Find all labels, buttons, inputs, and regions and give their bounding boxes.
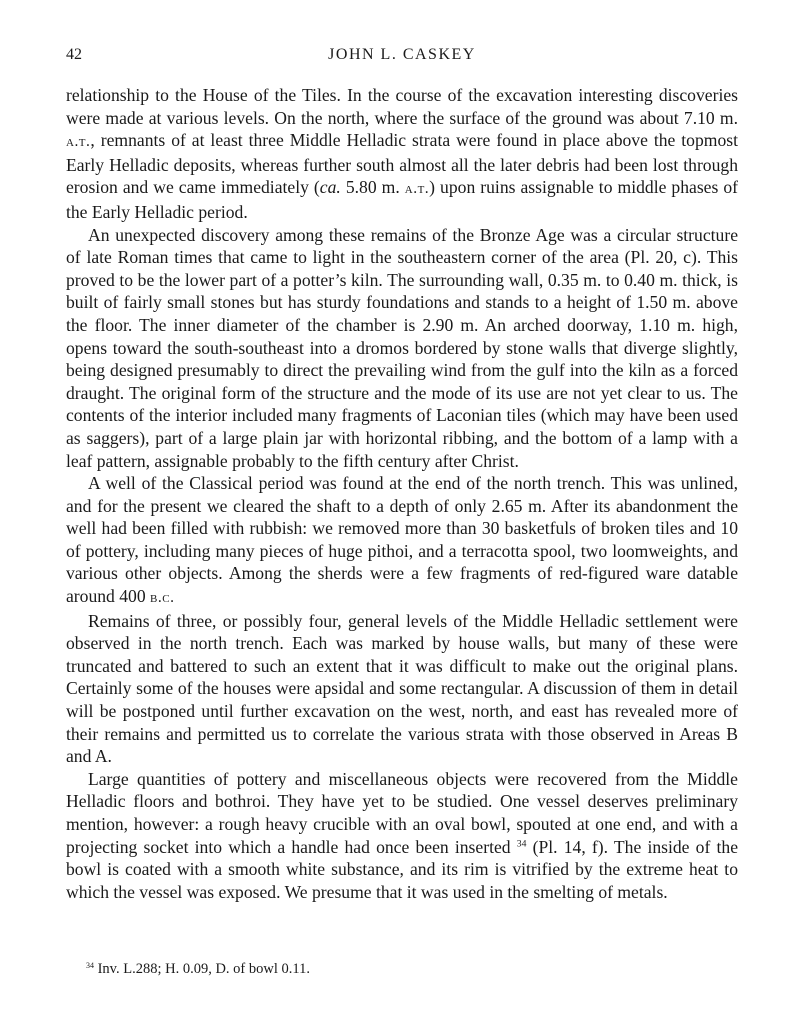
page-header [66, 46, 738, 70]
paragraph-1: relationship to the House of the Tiles. In the course of the excavation interesting discoveries were made at various levels. On the north, where the surface of the ground was about 7.10 m. a.t., remnants of at least three Middle Helladic strata were found in place above the topmost Early Helladic deposits, whereas further south almost all the later debris had been lost through erosion and we came immediately (ca. 5.80 m. a.t.) upon ruins assignable to middle phases of the Early Helladic period. [66, 85, 739, 222]
footnote [86, 961, 736, 978]
footnote-text: Inv. L.288; H. 0.09, D. of bowl 0.11. [97, 961, 310, 977]
paragraph-5: Large quantities of pottery and miscellaneous objects were recovered from the Middle Helladic floors and bothroi. They have yet to be studied. One vessel deserves preliminary mention, however: a rough heavy crucible with an oval bowl, spouted at one end, and with a projecting socket into which a handle had once been inserted $^{34}$ (Pl. 14, f). The inside of the bowl is coated with a smooth white substance, and its rim is vitrified by the extreme heat to which the vessel was exposed. We presume that it was used in the smelting of metals. [66, 768, 739, 902]
paragraph-3: A well of the Classical period was found at the end of the north trench. This was unlined, and for the present we cleared the shaft to a depth of only 2.65 m. After its abandonment the well had been filled with rubbish: we removed more than 30 basketfuls of broken tiles and 10 of pottery, including many pieces of huge pithoi, and a terracotta spool, two loomweights, and various other objects. Among the sherds were a few fragments of red-figured ware datable around 400 b.c. [66, 473, 738, 607]
running-head: JOHN L. CASKEY [328, 46, 476, 63]
footnote-reference: 34 [516, 838, 527, 850]
paragraph-4: Remains of three, or possibly four, general levels of the Middle Helladic settlement were observed in the north trench. Each was marked by house walls, but many of these were truncated and battered to such an extent that it was difficult to make out the original plans. Certainly some of the houses were apsidal and some rectangular. A discussion of them in detail will be postponed until further excavation on the west, north, and east has revealed more of their remains and permitted us to correlate the various strata with those observed in Areas B and A. [66, 610, 738, 767]
footnote-marker: 34 [86, 960, 94, 970]
paragraph-2: An unexpected discovery among these remains of the Bronze Age was a circular structure of late Roman times that came to light in the southeastern corner of the area (Pl. 20, c). This proved to be the lower part of a potter’s kiln. The surrounding wall, 0.35 m. to 0.40 m. thick, is built of fairly small stones but has sturdy foundations and stands to a height of 1.50 m. above the floor. The inner diameter of the chamber is 2.90 m. An arched doorway, 1.10 m. high, opens toward the south-southeast into a dromos bordered by stone walls that diverge slightly, being designed presumably to direct the prevailing wind from the gulf into the kiln as a forced draught. The original form of the structure and the mode of its use are not yet clear to us. The contents of the interior included many fragments of Laconian tiles (which may have been used as saggers), part of a large plain jar with horizontal ribbing, and the bottom of a lamp with a leaf pattern, assignable probably to the fifth century after Christ. [66, 224, 738, 471]
page-number: 42 [66, 46, 82, 63]
body-text [66, 84, 738, 903]
